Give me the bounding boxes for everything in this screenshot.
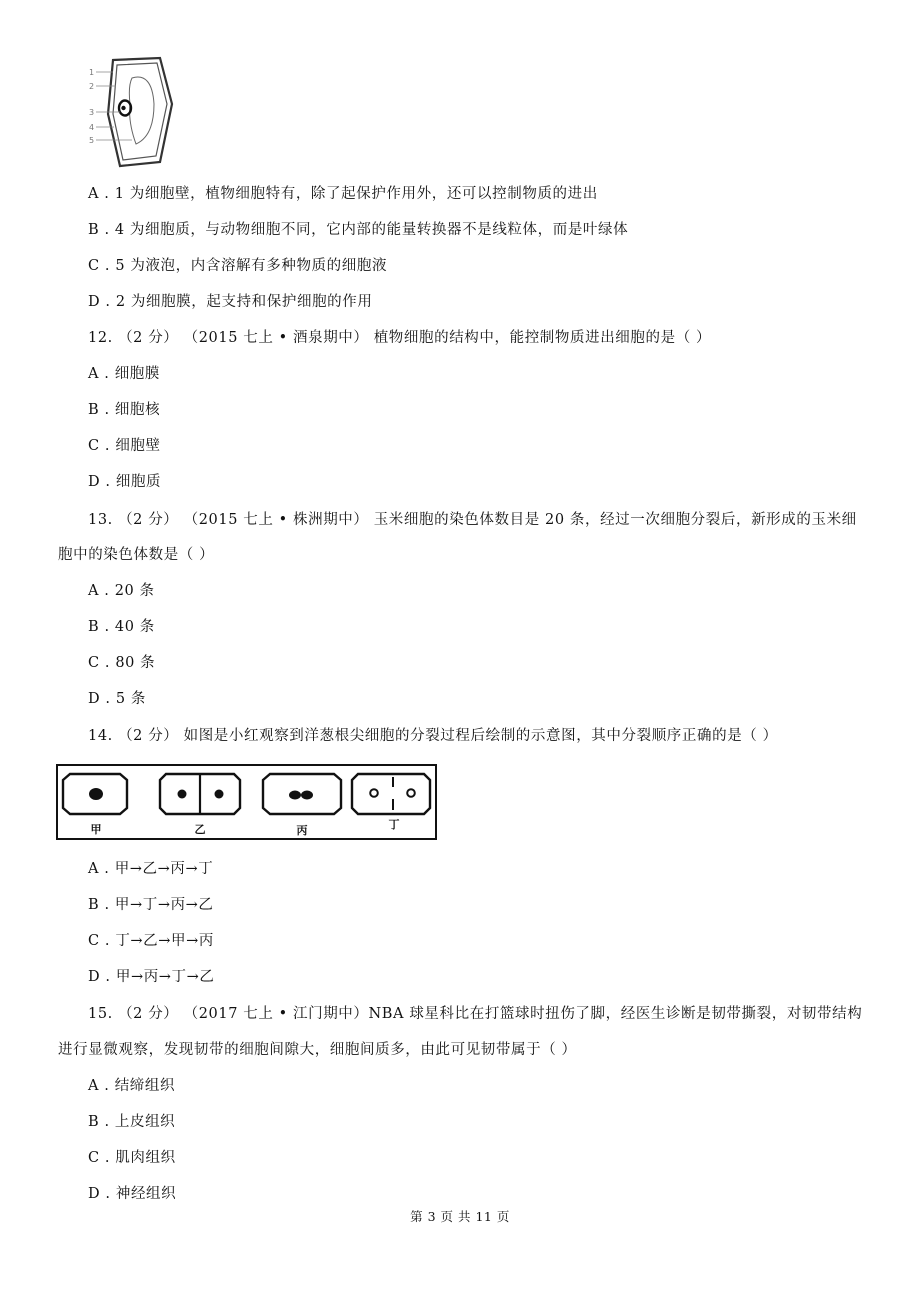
q14-option-a[interactable]: A . 甲→乙→丙→丁 <box>88 861 214 877</box>
q13-option-b[interactable]: B . 40 条 <box>88 619 155 635</box>
cell-division-diagram <box>56 764 438 842</box>
q12-option-b[interactable]: B . 细胞核 <box>88 402 161 418</box>
q15-stem-line2: 进行显微观察，发现韧带的细胞间隙大，细胞间质多，由此可见韧带属于（ ） <box>58 1042 577 1058</box>
q15-option-b[interactable]: B . 上皮组织 <box>88 1114 176 1130</box>
q14-option-b[interactable]: B . 甲→丁→丙→乙 <box>88 897 214 913</box>
division-label-ding: 丁 <box>388 818 400 831</box>
q12-option-a[interactable]: A . 细胞膜 <box>88 366 160 382</box>
q14-option-d[interactable]: D . 甲→丙→丁→乙 <box>88 969 215 985</box>
q15-stem-line1: 15. （2 分） （2017 七上 • 江门期中）NBA 球星科比在打篮球时扭伤了脚，经医生诊断是韧带撕裂，对韧带结构 <box>88 1006 863 1022</box>
cell-label-2: 2 <box>89 82 95 91</box>
cell-label-1: 1 <box>89 68 95 77</box>
cell-label-5: 5 <box>89 136 95 145</box>
q11-option-c[interactable]: C . 5 为液泡，内含溶解有多种物质的细胞液 <box>88 258 388 274</box>
q13-stem-line1: 13. （2 分） （2015 七上 • 株洲期中） 玉米细胞的染色体数目是 20 条，经过一次细胞分裂后，新形成的玉米细 <box>88 512 857 528</box>
q15-option-a[interactable]: A . 结缔组织 <box>88 1078 176 1094</box>
q14-stem: 14. （2 分） 如图是小红观察到洋葱根尖细胞的分裂过程后绘制的示意图，其中分裂顺序正确的是（ ） <box>88 728 778 744</box>
cell-label-3: 3 <box>89 108 95 117</box>
q13-option-a[interactable]: A . 20 条 <box>88 583 155 599</box>
q11-option-b[interactable]: B . 4 为细胞质，与动物细胞不同，它内部的能量转换器不是线粒体，而是叶绿体 <box>88 222 629 238</box>
cell-label-4: 4 <box>89 123 95 132</box>
q12-option-d[interactable]: D . 细胞质 <box>88 474 162 490</box>
page-footer: 第 3 页 共 11 页 <box>410 1209 510 1224</box>
division-label-jia: 甲 <box>90 823 102 836</box>
q13-option-d[interactable]: D . 5 条 <box>88 691 146 707</box>
q15-option-c[interactable]: C . 肌肉组织 <box>88 1150 176 1166</box>
division-label-bing: 丙 <box>296 824 308 837</box>
q11-option-a[interactable]: A . 1 为细胞壁，植物细胞特有，除了起保护作用外，还可以控制物质的进出 <box>88 186 598 202</box>
q12-option-c[interactable]: C . 细胞壁 <box>88 438 161 454</box>
q13-option-c[interactable]: C . 80 条 <box>88 655 156 671</box>
q15-option-d[interactable]: D . 神经组织 <box>88 1186 177 1202</box>
q12-stem: 12. （2 分） （2015 七上 • 酒泉期中） 植物细胞的结构中，能控制物质进出细胞的是（ ） <box>88 330 712 346</box>
q13-stem-line2: 胞中的染色体数是（ ） <box>58 547 215 563</box>
plant-cell-diagram <box>80 52 190 174</box>
division-label-yi: 乙 <box>194 823 206 836</box>
q11-option-d[interactable]: D . 2 为细胞膜，起支持和保护细胞的作用 <box>88 294 373 310</box>
q14-option-c[interactable]: C . 丁→乙→甲→丙 <box>88 933 214 949</box>
